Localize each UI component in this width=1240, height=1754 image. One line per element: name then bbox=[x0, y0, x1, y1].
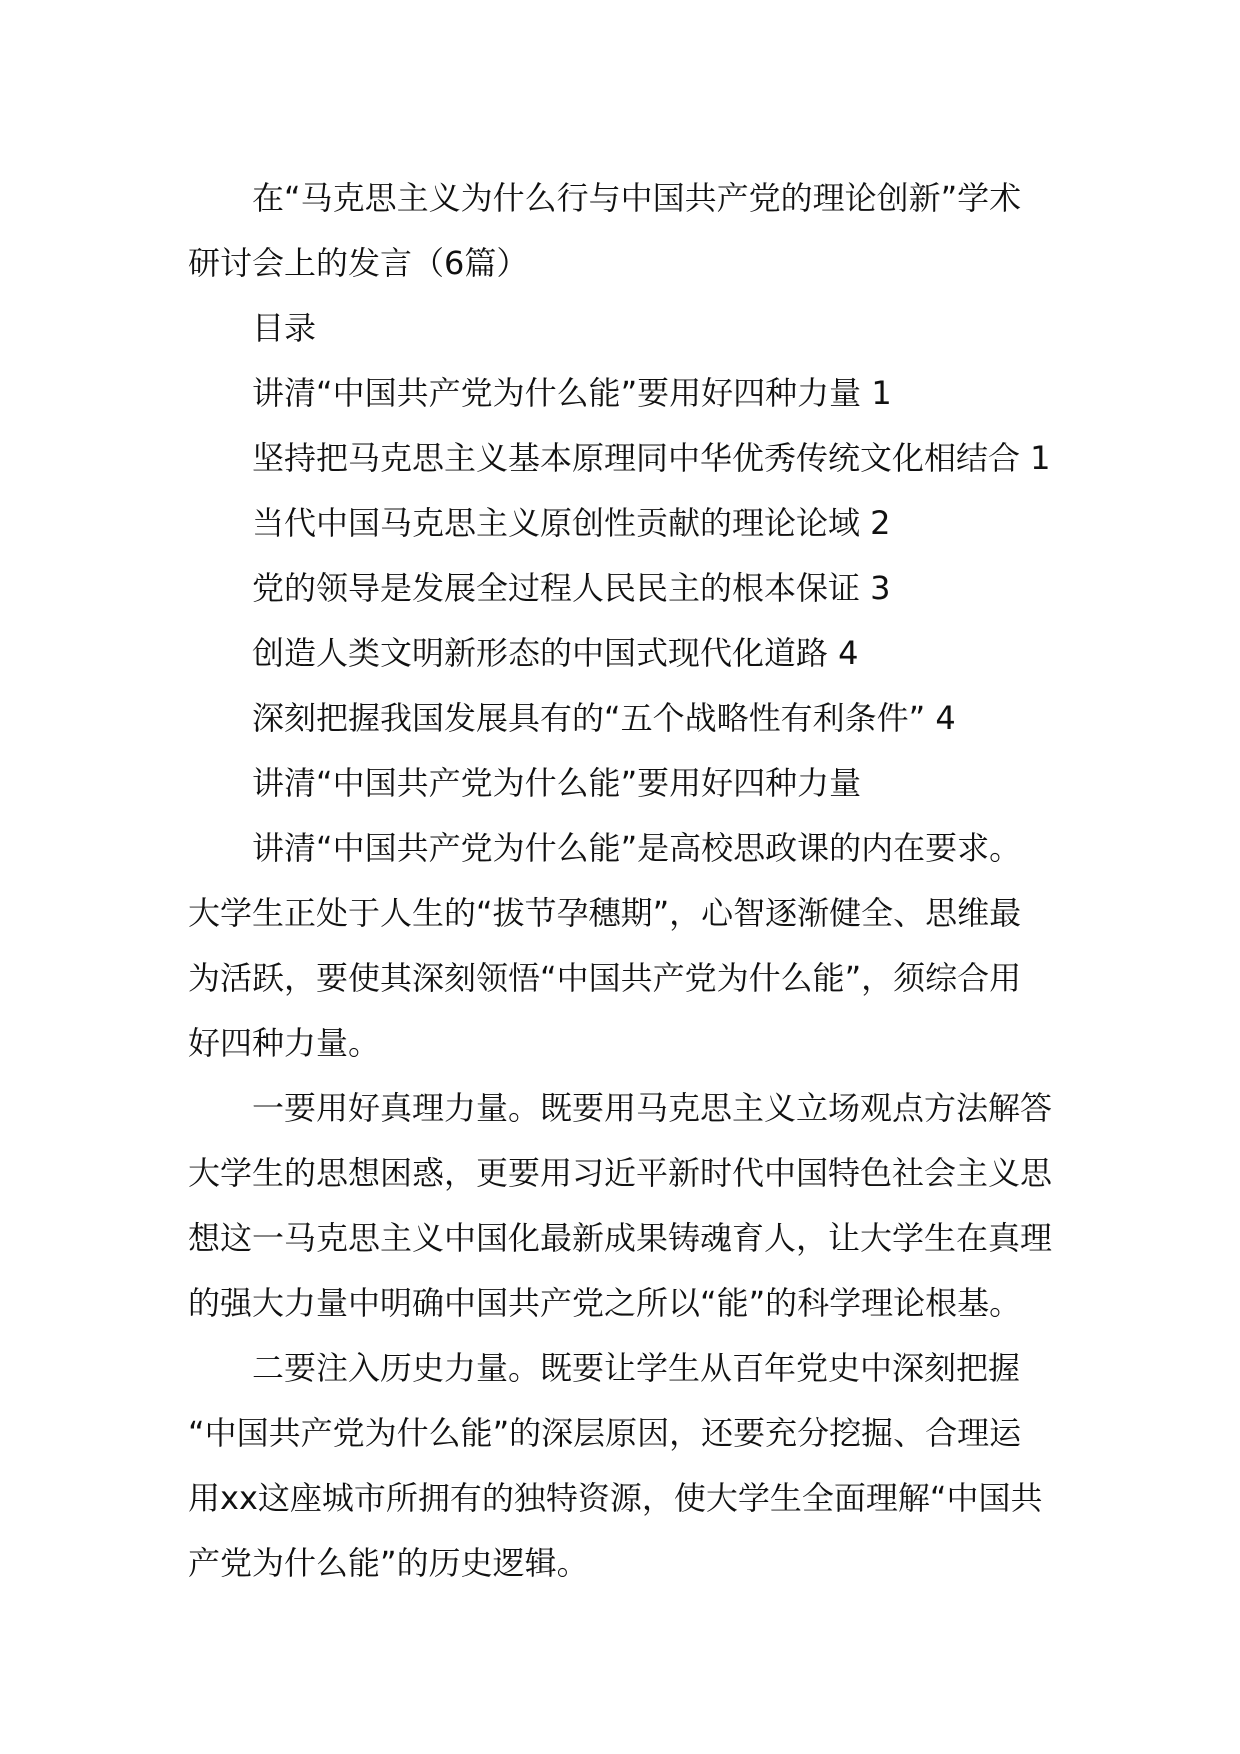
document-title bbox=[188, 166, 1058, 296]
document-body bbox=[188, 166, 1058, 1596]
paragraph-line: 用xx这座城市所拥有的独特资源，使大学生全面理解“中国共 bbox=[188, 1479, 1043, 1517]
paragraph-line: 想这一马克思主义中国化最新成果铸魂育人，让大学生在真理 bbox=[188, 1219, 1053, 1257]
paragraph-line: 大学生的思想困惑，更要用习近平新时代中国特色社会主义思 bbox=[188, 1154, 1053, 1192]
toc-item: 深刻把握我国发展具有的“五个战略性有利条件” 4 bbox=[252, 699, 956, 737]
body-paragraph bbox=[188, 1336, 1058, 1596]
section-heading: 讲清“中国共产党为什么能”要用好四种力量 bbox=[252, 764, 862, 802]
body-paragraph bbox=[188, 1076, 1058, 1336]
toc-item: 党的领导是发展全过程人民民主的根本保证 3 bbox=[252, 569, 891, 607]
paragraph-line: 产党为什么能”的历史逻辑。 bbox=[188, 1544, 589, 1582]
table-of-contents bbox=[188, 361, 1058, 751]
body-paragraph bbox=[188, 816, 1058, 1076]
paragraph-line: 二要注入历史力量。既要让学生从百年党史中深刻把握 bbox=[252, 1349, 1021, 1387]
toc-item: 坚持把马克思主义基本原理同中华优秀传统文化相结合 1 bbox=[252, 439, 1051, 477]
paragraph-line: 讲清“中国共产党为什么能”是高校思政课的内在要求。 bbox=[252, 829, 1022, 867]
paragraph-line: 的强大力量中明确中国共产党之所以“能”的科学理论根基。 bbox=[188, 1284, 1022, 1322]
toc-item: 创造人类文明新形态的中国式现代化道路 4 bbox=[252, 634, 859, 672]
title-line-2: 研讨会上的发言（6篇） bbox=[188, 244, 529, 282]
paragraph-line: 为活跃，要使其深刻领悟“中国共产党为什么能”，须综合用 bbox=[188, 959, 1022, 997]
paragraph-line: “中国共产党为什么能”的深层原因，还要充分挖掘、合理运 bbox=[188, 1414, 1022, 1452]
toc-heading: 目录 bbox=[252, 309, 317, 347]
toc-item: 讲清“中国共产党为什么能”要用好四种力量 1 bbox=[252, 374, 892, 412]
paragraph-line: 一要用好真理力量。既要用马克思主义立场观点方法解答 bbox=[252, 1089, 1053, 1127]
paragraph-line: 好四种力量。 bbox=[188, 1024, 381, 1062]
paragraph-line: 大学生正处于人生的“拔节孕穗期”，心智逐渐健全、思维最 bbox=[188, 894, 1022, 932]
toc-item: 当代中国马克思主义原创性贡献的理论论域 2 bbox=[252, 504, 891, 542]
title-line-1: 在“马克思主义为什么行与中国共产党的理论创新”学术 bbox=[252, 179, 1022, 217]
